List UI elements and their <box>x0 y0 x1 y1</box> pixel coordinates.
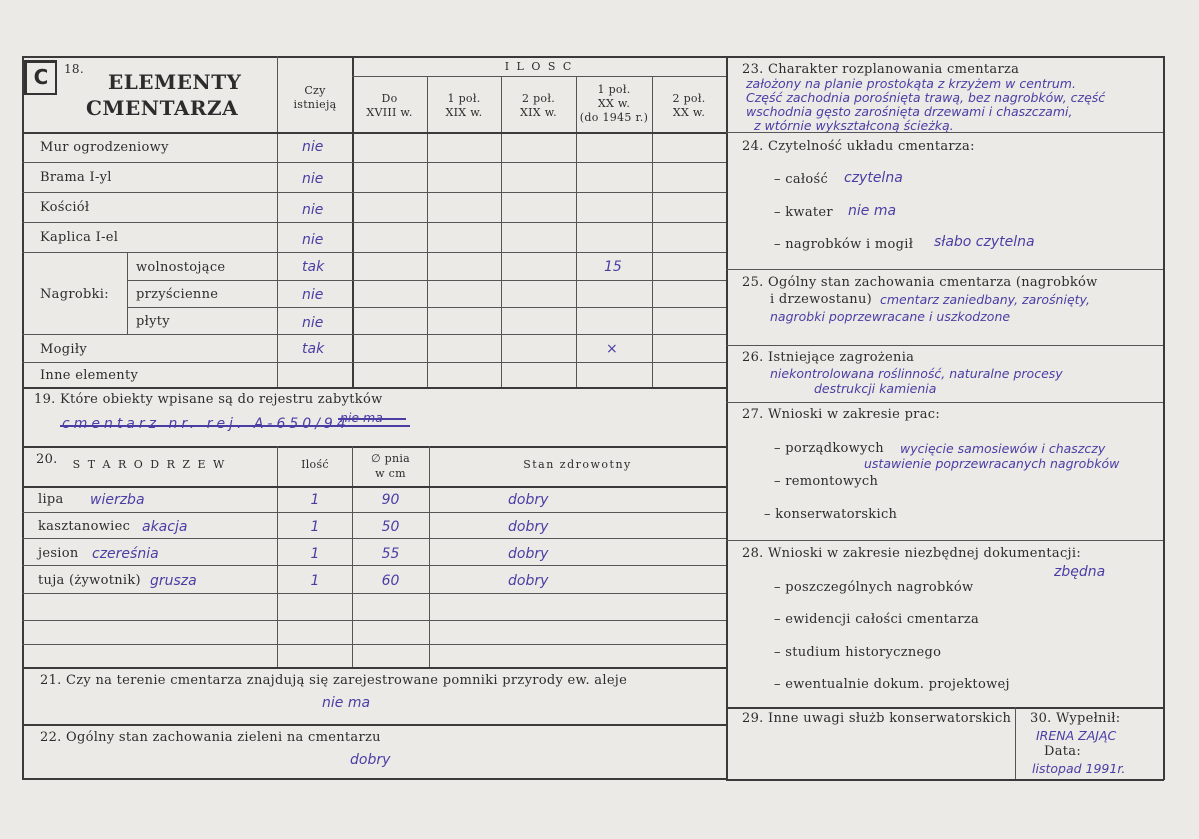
section-20-header: S T A R O D R Z E W <box>72 458 227 471</box>
strike-through-line-top <box>338 418 406 420</box>
docs-project: – ewentualnie dokum. projektowej <box>774 677 1010 692</box>
section-22-label: 22. Ogólny stan zachowania zieleni na cmentarzu <box>40 730 381 745</box>
section-23-label: 23. Charakter rozplanowania cmentarza <box>742 62 1020 77</box>
card-letter-badge: C <box>24 60 57 95</box>
row-exists-graves: tak <box>302 341 325 357</box>
period-5-line1: 2 poł. <box>672 92 706 105</box>
tree-printed-2: kasztanowiec <box>38 519 131 534</box>
tree-count-3: 1 <box>310 546 320 562</box>
tree-health-2: dobry <box>508 519 549 535</box>
row-label-wall: Mur ogrodzeniowy <box>40 140 169 155</box>
row-exists-wall-mounted: nie <box>302 287 324 303</box>
section-18-number: 18. <box>64 62 84 76</box>
section-25-label-line1: 25. Ogólny stan zachowania cmentarza (nagrobków <box>742 275 1098 290</box>
row-count-graves-p4: × <box>606 341 618 357</box>
tree-diam-1: 90 <box>381 492 400 508</box>
legibility-whole-label: – całość <box>774 172 829 187</box>
filled-date: listopad 1991r. <box>1032 761 1126 776</box>
period-3-line2: XIX w. <box>520 106 557 119</box>
tree-count-2: 1 <box>310 519 320 535</box>
row-label-chapel: Kaplica I-el <box>40 230 119 245</box>
tree-species-3: czereśnia <box>92 546 159 562</box>
period-1-line2: XVIII w. <box>366 106 413 119</box>
row-count-freestanding-p4: 15 <box>604 259 622 275</box>
legibility-graves-label: – nagrobków i mogił <box>774 237 914 252</box>
row-label-slabs: płyty <box>136 314 170 329</box>
row-label-freestanding: wolnostojące <box>136 260 226 275</box>
strike-through-line <box>60 425 410 427</box>
row-exists-gate: nie <box>302 171 324 187</box>
col-count-header: Ilość <box>301 458 329 471</box>
col-health-header: Stan zdrowotny <box>523 458 632 471</box>
tree-printed-4: tuja (żywotnik) <box>38 573 141 588</box>
row-label-gate: Brama I-yl <box>40 170 112 185</box>
section-22-answer: dobry <box>350 752 391 768</box>
section-18-title-line1: ELEMENTY <box>108 70 242 94</box>
section-18-title-line2: CMENTARZA <box>86 96 239 120</box>
row-exists-freestanding: tak <box>302 259 325 275</box>
section-23-line-2: Część zachodnia porośnięta trawą, bez nagrobków, część <box>746 90 1106 105</box>
section-26-answer-line2: destrukcji kamienia <box>814 381 937 396</box>
works-cleaning-label: – porządkowych <box>774 441 884 456</box>
nagrobki-label: Nagrobki: <box>40 287 109 302</box>
docs-individual-graves: – poszczególnych nagrobków <box>774 580 974 595</box>
section-25-answer-line1: cmentarz zaniedbany, zarośnięty, <box>880 292 1090 307</box>
col-diameter-line1: ∅ pnia <box>370 452 411 465</box>
row-exists-slabs: nie <box>302 315 324 331</box>
section-19-struck-top: nie ma <box>340 410 383 425</box>
section-23-line-3: wschodnia gęsto zarośnięta drzewami i chaszczami, <box>746 104 1073 119</box>
section-19-struck-entry: cmentarz nr. rej. A-650/94 <box>62 416 350 432</box>
section-23-line-4: z wtórnie wykształconą ścieżką. <box>754 118 954 133</box>
legibility-quarters-label: – kwater <box>774 205 833 220</box>
tree-diam-3: 55 <box>381 546 400 562</box>
row-exists-church: nie <box>302 202 324 218</box>
tree-count-4: 1 <box>310 573 320 589</box>
period-2-line1: 1 poł. <box>447 92 481 105</box>
legibility-graves-value: słabo czytelna <box>934 234 1035 250</box>
section-24-label: 24. Czytelność układu cmentarza: <box>742 139 975 154</box>
tree-species-4: grusza <box>150 573 197 589</box>
period-1-line1: Do <box>381 92 398 105</box>
section-23-line-1: założony na planie prostokąta z krzyżem w centrum. <box>746 76 1076 91</box>
section-27-label: 27. Wnioski w zakresie prac: <box>742 407 941 422</box>
works-repair-label: – remontowych <box>774 474 879 489</box>
works-cleaning-answer-line2: ustawienie poprzewracanych nagrobków <box>864 456 1120 471</box>
tree-diam-4: 60 <box>381 573 400 589</box>
section-30-label: 30. Wypełnił: <box>1030 711 1121 726</box>
row-label-graves: Mogiły <box>40 342 87 357</box>
section-29-label: 29. Inne uwagi służb konserwatorskich <box>742 711 1012 726</box>
date-label: Data: <box>1044 744 1082 759</box>
row-label-church: Kościół <box>40 200 90 215</box>
col-exists-line1: Czy <box>304 84 326 97</box>
filled-by-name: IRENA ZAJĄC <box>1036 728 1117 743</box>
legibility-whole-value: czytelna <box>844 170 903 186</box>
period-4-line2: XX w. <box>597 97 631 110</box>
tree-count-1: 1 <box>310 492 320 508</box>
tree-species-1: wierzba <box>90 492 145 508</box>
legibility-quarters-value: nie ma <box>848 203 897 219</box>
docs-historical-study: – studium historycznego <box>774 645 942 660</box>
section-20-number: 20. <box>36 452 58 467</box>
row-exists-wall: nie <box>302 139 324 155</box>
period-2-line2: XIX w. <box>445 106 483 119</box>
period-4-line3: (do 1945 r.) <box>579 111 649 124</box>
section-26-label: 26. Istniejące zagrożenia <box>742 350 915 365</box>
works-conservation-label: – konserwatorskich <box>764 507 898 522</box>
row-label-wall-mounted: przyścienne <box>136 287 219 302</box>
works-cleaning-answer-line1: wycięcie samosiewów i chaszczy <box>900 441 1106 456</box>
row-label-other: Inne elementy <box>40 368 139 383</box>
ilosc-header: I L O S C <box>504 60 574 73</box>
tree-health-1: dobry <box>508 492 549 508</box>
section-21-label: 21. Czy na terenie cmentarza znajdują się zarejestrowane pomniki przyrody ew. aleje <box>40 673 628 688</box>
section-25-label-line2: i drzewostanu) <box>770 292 872 307</box>
tree-printed-3: jesion <box>38 546 79 561</box>
section-21-answer: nie ma <box>322 695 371 711</box>
section-28-label: 28. Wnioski w zakresie niezbędnej dokumentacji: <box>742 546 1082 561</box>
tree-diam-2: 50 <box>381 519 400 535</box>
row-exists-chapel: nie <box>302 232 324 248</box>
col-exists-line2: istnieją <box>293 98 337 111</box>
section-25-answer-line2: nagrobki poprzewracane i uszkodzone <box>770 309 1011 324</box>
section-19-label: 19. Które obiekty wpisane są do rejestru zabytków <box>34 392 383 407</box>
period-4-line1: 1 poł. <box>597 83 631 96</box>
section-28-answer: zbędna <box>1054 564 1106 580</box>
tree-health-3: dobry <box>508 546 549 562</box>
tree-printed-1: lipa <box>38 492 64 507</box>
tree-species-2: akacja <box>142 519 188 535</box>
section-26-answer-line1: niekontrolowana roślinność, naturalne procesy <box>770 366 1063 381</box>
docs-whole-cemetery: – ewidencji całości cmentarza <box>774 612 980 627</box>
tree-health-4: dobry <box>508 573 549 589</box>
col-diameter-line2: w cm <box>375 467 406 480</box>
period-3-line1: 2 poł. <box>521 92 556 105</box>
period-5-line2: XX w. <box>672 106 706 119</box>
